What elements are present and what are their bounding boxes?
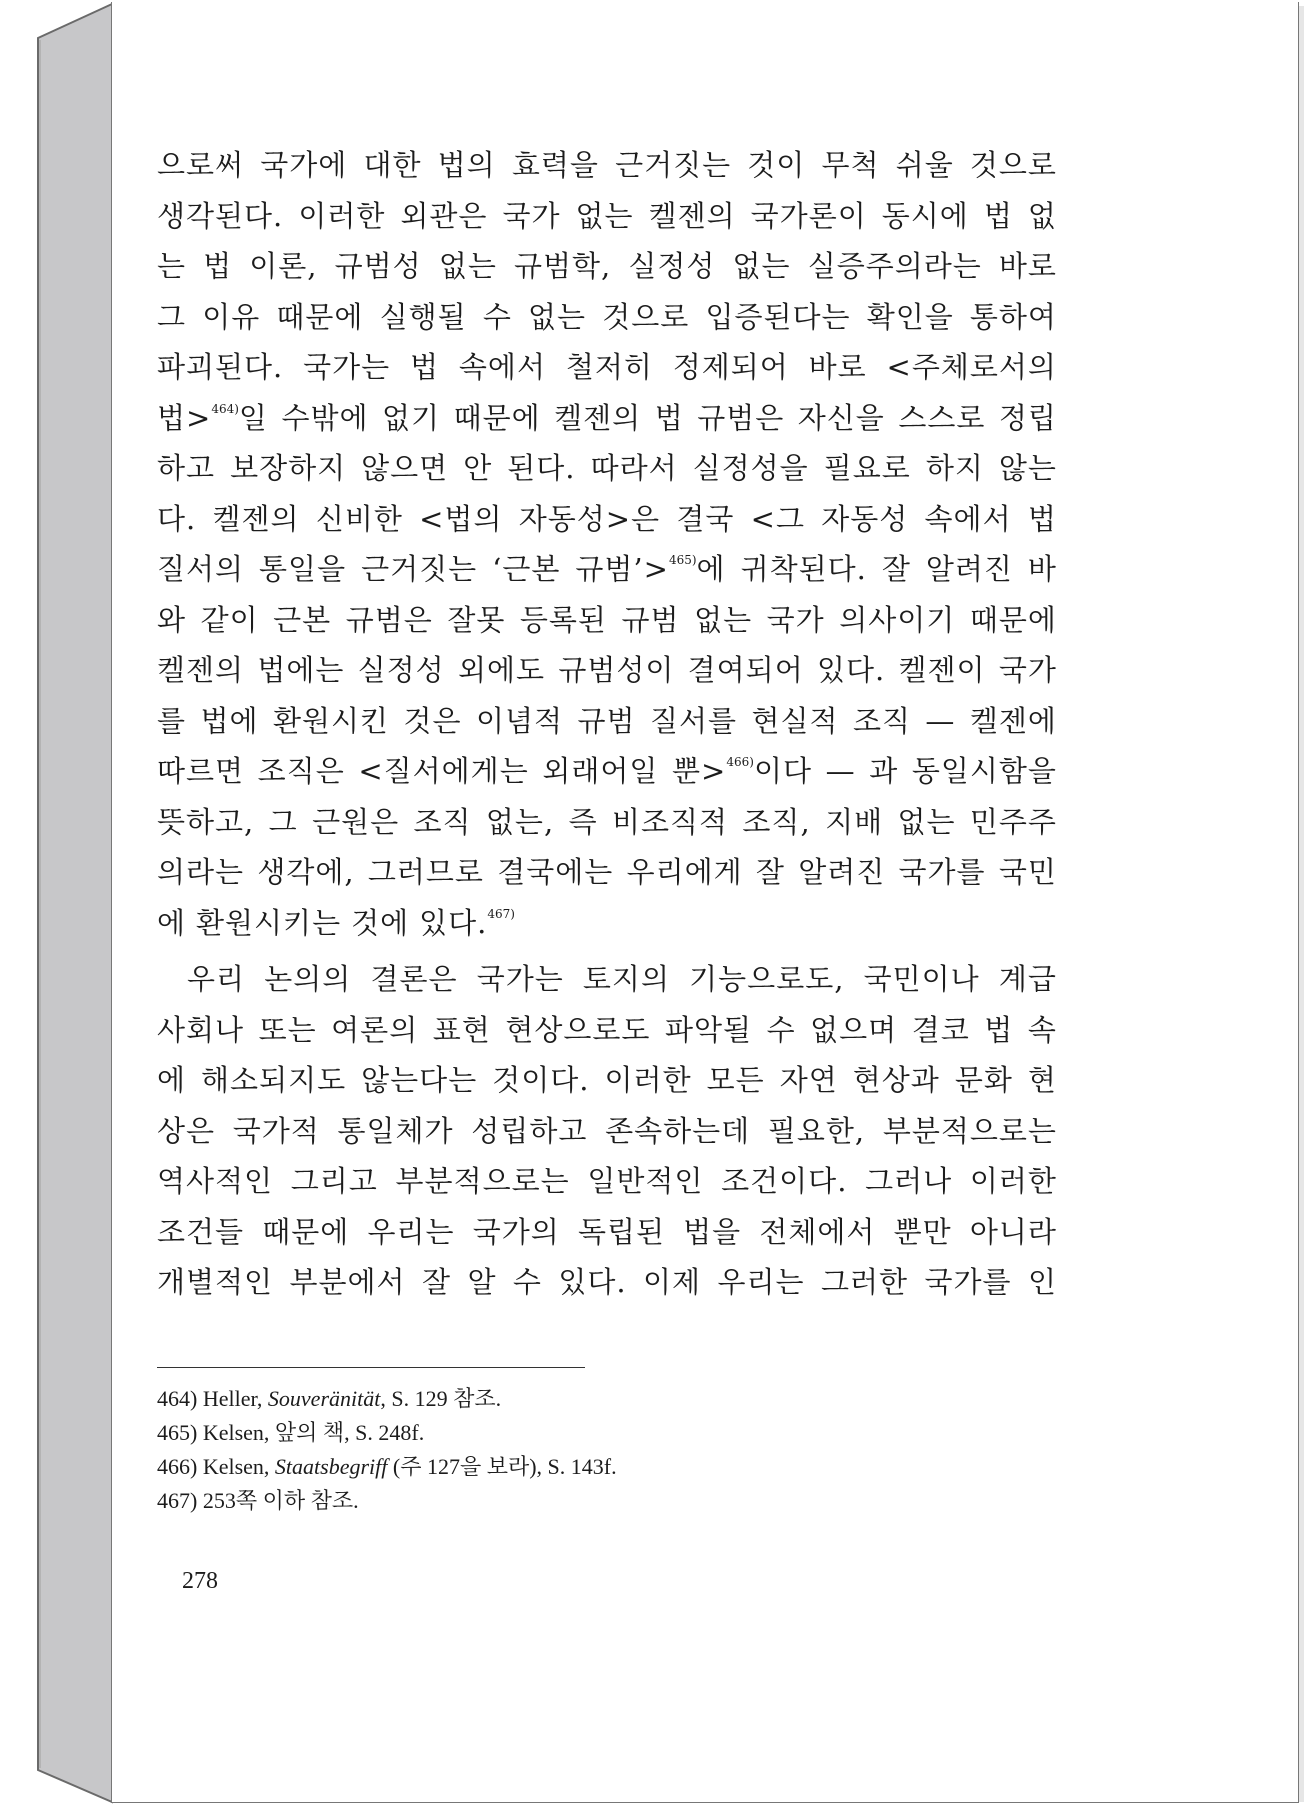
footnote: 466) Kelsen, Staatsbegriff (주 127을 보라), S. 143f.	[157, 1454, 617, 1479]
text-line: 하고 보장하지 않으면 안 된다. 따라서 실정성을 필요로 하지 않는	[157, 451, 1057, 485]
text-line: 뜻하고, 그 근원은 조직 없는, 즉 비조직적 조직, 지배 없는 민주주	[157, 804, 1057, 839]
footnote: 464) Heller, Souveränität, S. 129 참조.	[157, 1386, 502, 1411]
text-line: 파괴된다. 국가는 법 속에서 철저히 정제되어 바로 <주체로서의	[157, 350, 1057, 384]
text-line: 역사적인 그리고 부분적으로는 일반적인 조건이다. 그러나 이러한	[157, 1164, 1057, 1198]
footnote-ref: 465)	[668, 553, 697, 568]
text-line: 그 이유 때문에 실행될 수 없는 것으로 입증된다는 확인을 통하여	[157, 299, 1057, 334]
footnote-ref: 467)	[487, 906, 515, 921]
page-number: 278	[182, 1568, 218, 1594]
footnote-number: 465)	[157, 1420, 198, 1445]
footnote-ref: 466)	[726, 755, 754, 770]
text-line: 개별적인 부분에서 잘 알 수 있다. 이제 우리는 그러한 국가를 인	[157, 1265, 1057, 1299]
text-line: 으로써 국가에 대한 법의 효력을 근거짓는 것이 무척 쉬울 것으로	[157, 148, 1057, 182]
text-line: 질서의 통일을 근거짓는 ‘근본 규범’>$^{465)}$에 귀착된다. 잘 알려진 바	[157, 552, 1057, 586]
footnote-number: 466)	[157, 1454, 198, 1479]
footnote-title: Souveränität	[267, 1386, 381, 1411]
text-line: 를 법에 환원시킨 것은 이념적 규범 질서를 현실적 조직 — 켈젠에	[157, 703, 1057, 738]
footnote-ref: 464)	[211, 401, 239, 416]
text-line: 조건들 때문에 우리는 국가의 독립된 법을 전체에서 뿐만 아니라	[157, 1214, 1057, 1249]
footnote-title: Staatsbegriff	[274, 1454, 388, 1479]
footnote-number: 464)	[157, 1386, 198, 1411]
text-line: 생각된다. 이러한 외관은 국가 없는 켈젠의 국가론이 동시에 법 없	[157, 198, 1057, 233]
footnotes	[157, 1382, 857, 1518]
book-spine	[38, 4, 112, 1802]
text-line: 법>$^{464)}$일 수밖에 없기 때문에 켈젠의 법 규범은 자신을 스스로 정립	[157, 400, 1057, 435]
text-line: 사회나 또는 여론의 표현 현상으로도 파악될 수 없으며 결코 법 속	[157, 1012, 1057, 1047]
footnote: 467) 253쪽 이하 참조.	[157, 1488, 359, 1513]
text-line: 따르면 조직은 <질서에게는 외래어일 뿐>$^{466)}$이다 — 과 동일시함을	[157, 754, 1057, 788]
footnote: 465) Kelsen, 앞의 책, S. 248f.	[157, 1420, 425, 1445]
text-line: 에 해소되지도 않는다는 것이다. 이러한 모든 자연 현상과 문화 현	[157, 1063, 1057, 1097]
text-line: 상은 국가적 통일체가 성립하고 존속하는데 필요한, 부분적으로는	[157, 1113, 1057, 1148]
text-line: 에 환원시키는 것에 있다.$^{467)}$	[157, 905, 515, 940]
footnote-rule	[157, 1367, 585, 1368]
text-line: 는 법 이론, 규범성 없는 규범학, 실정성 없는 실증주의라는 바로	[157, 249, 1057, 283]
text-line: 와 같이 근본 규범은 잘못 등록된 규범 없는 국가 의사이기 때문에	[157, 602, 1057, 637]
text-line: 의라는 생각에, 그러므로 결국에는 우리에게 잘 알려진 국가를 국민	[157, 855, 1057, 889]
body-text	[157, 140, 1057, 1308]
text-line: 다. 켈젠의 신비한 <법의 자동성>은 결국 <그 자동성 속에서 법	[157, 501, 1057, 536]
text-line: 우리 논의의 결론은 국가는 토지의 기능으로도, 국민이나 계급	[187, 962, 1057, 996]
footnote-number: 467)	[157, 1488, 198, 1513]
text-line: 켈젠의 법에는 실정성 외에도 규범성이 결여되어 있다. 켈젠이 국가	[157, 653, 1057, 687]
